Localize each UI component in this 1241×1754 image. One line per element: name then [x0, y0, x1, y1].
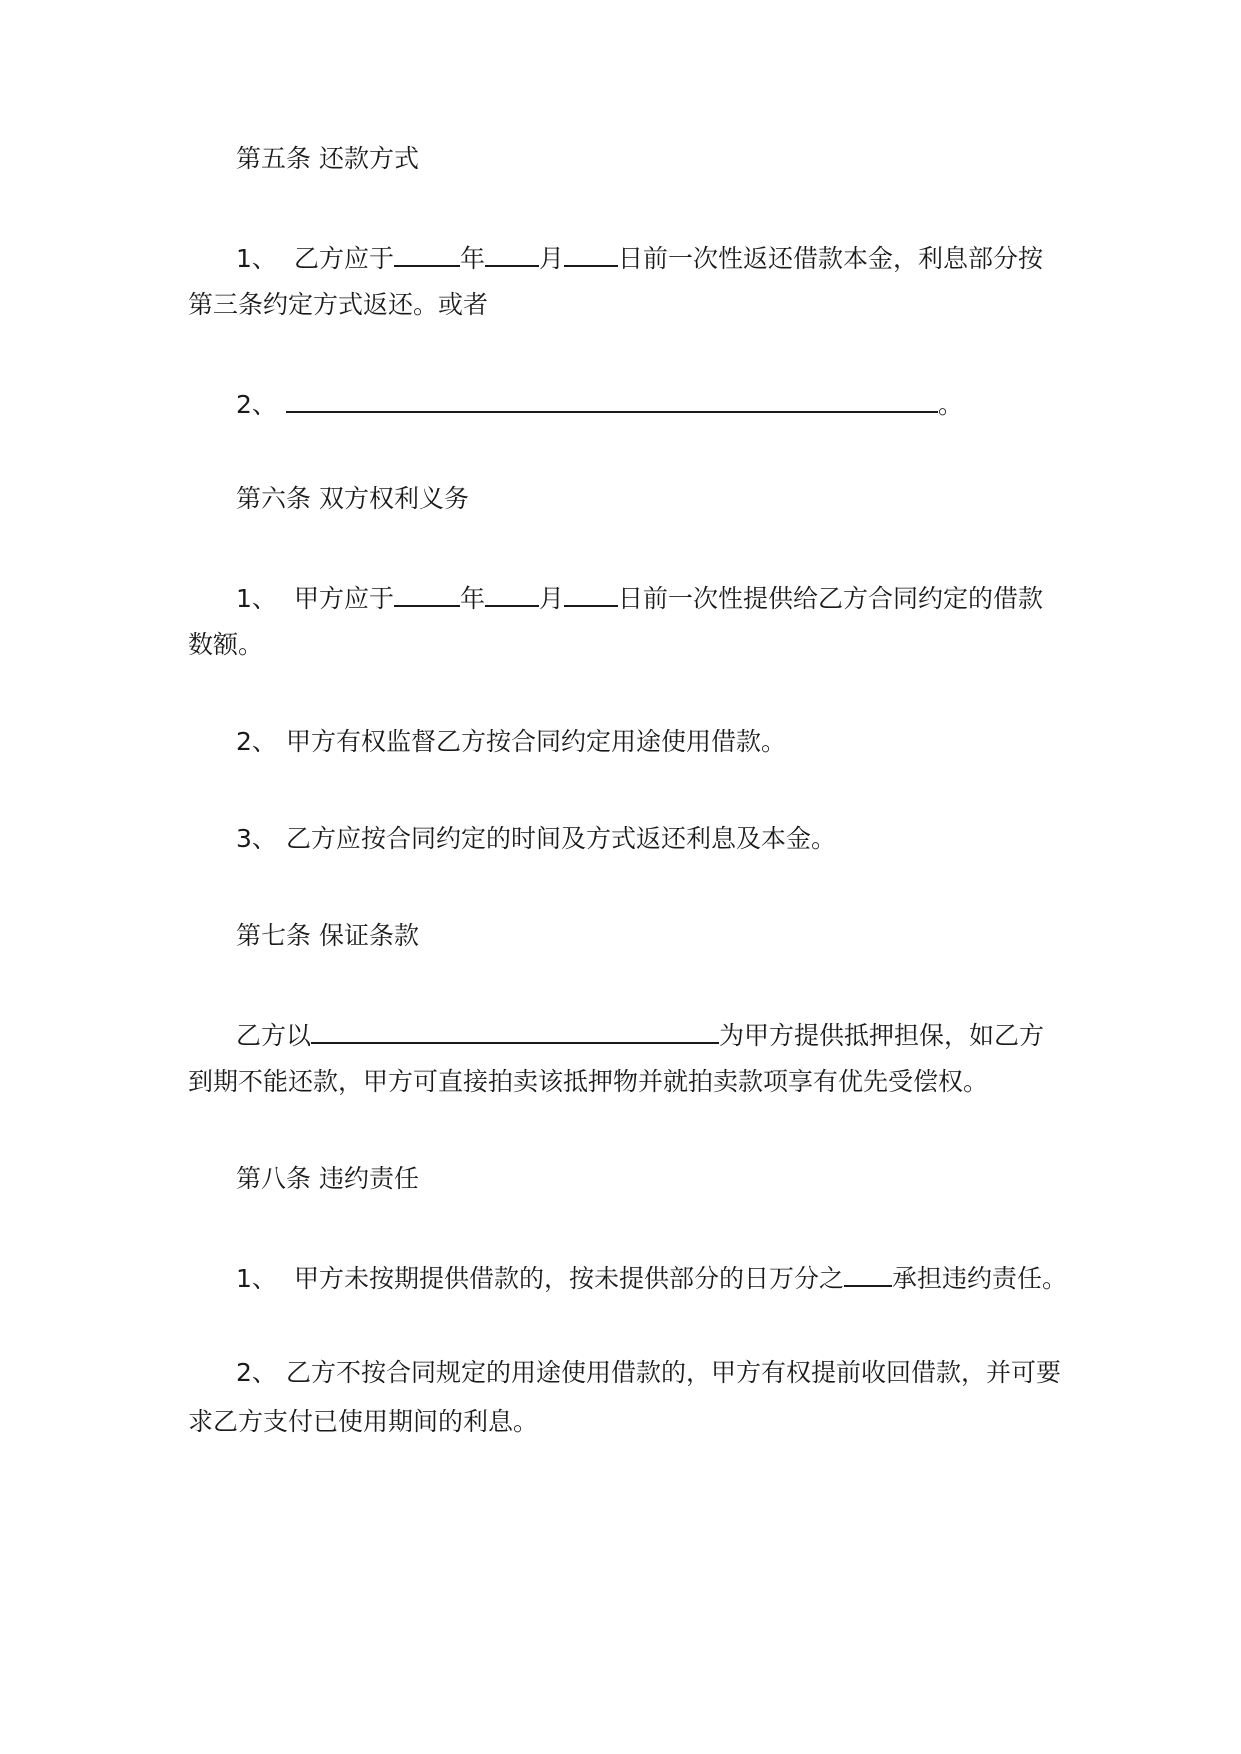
item-number: 2、 — [236, 1358, 277, 1387]
item-text: 日前一次性提供给乙方合同约定的借款 — [618, 584, 1044, 613]
article-8-item-1 — [236, 1261, 1067, 1294]
year-label: 年 — [459, 584, 485, 613]
article-6-item-1 — [236, 581, 1043, 614]
article-6-item-3 — [236, 824, 836, 854]
item-text: 乙方应于 — [293, 244, 394, 273]
paragraph-text: 乙方以 — [236, 1021, 312, 1050]
item-number: 1、 — [236, 584, 277, 613]
item-text: 承担违约责任。 — [891, 1264, 1067, 1293]
article-8-item-2-continued: 求乙方支付已使用期间的利息。 — [188, 1407, 539, 1436]
item-number: 2、 — [236, 390, 277, 419]
year-blank — [394, 581, 460, 607]
item-text: 甲方有权监督乙方按合同约定用途使用借款。 — [286, 727, 787, 756]
year-label: 年 — [459, 244, 485, 273]
article-7-paragraph-continued: 到期不能还款，甲方可直接拍卖该抵押物并就拍卖款项享有优先受偿权。 — [188, 1067, 989, 1096]
long-blank — [286, 387, 938, 413]
item-text: 乙方不按合同规定的用途使用借款的，甲方有权提前收回借款，并可要 — [286, 1358, 1062, 1387]
day-blank — [564, 581, 618, 607]
item-number: 1、 — [236, 244, 277, 273]
article-5-item-1 — [236, 241, 1043, 274]
article-6-item-2 — [236, 727, 786, 757]
year-blank — [394, 241, 460, 267]
rate-blank — [844, 1261, 892, 1287]
article-7-paragraph — [236, 1018, 1044, 1051]
item-text: 日前一次性返还借款本金，利息部分按 — [618, 244, 1044, 273]
collateral-blank — [311, 1018, 719, 1044]
item-number: 1、 — [236, 1264, 277, 1293]
article-5-item-2 — [236, 387, 963, 420]
month-blank — [485, 581, 539, 607]
month-blank — [485, 241, 539, 267]
day-blank — [564, 241, 618, 267]
article-5-title: 第五条 还款方式 — [236, 144, 419, 173]
item-text: 甲方未按期提供借款的，按未提供部分的日万分之 — [293, 1264, 844, 1293]
item-number: 3、 — [236, 824, 277, 853]
paragraph-text: 为甲方提供抵押担保，如乙方 — [719, 1021, 1045, 1050]
article-5-item-1-continued: 第三条约定方式返还。或者 — [188, 290, 489, 319]
item-end: 。 — [938, 390, 964, 419]
article-7-title: 第七条 保证条款 — [236, 921, 419, 950]
article-8-item-2 — [236, 1358, 1061, 1388]
article-6-item-1-continued: 数额。 — [188, 630, 264, 659]
month-label: 月 — [538, 244, 564, 273]
article-6-title: 第六条 双方权利义务 — [236, 484, 469, 513]
article-8-title: 第八条 违约责任 — [236, 1164, 419, 1193]
month-label: 月 — [538, 584, 564, 613]
item-number: 2、 — [236, 727, 277, 756]
item-text: 乙方应按合同约定的时间及方式返还利息及本金。 — [286, 824, 837, 853]
item-text: 甲方应于 — [293, 584, 394, 613]
